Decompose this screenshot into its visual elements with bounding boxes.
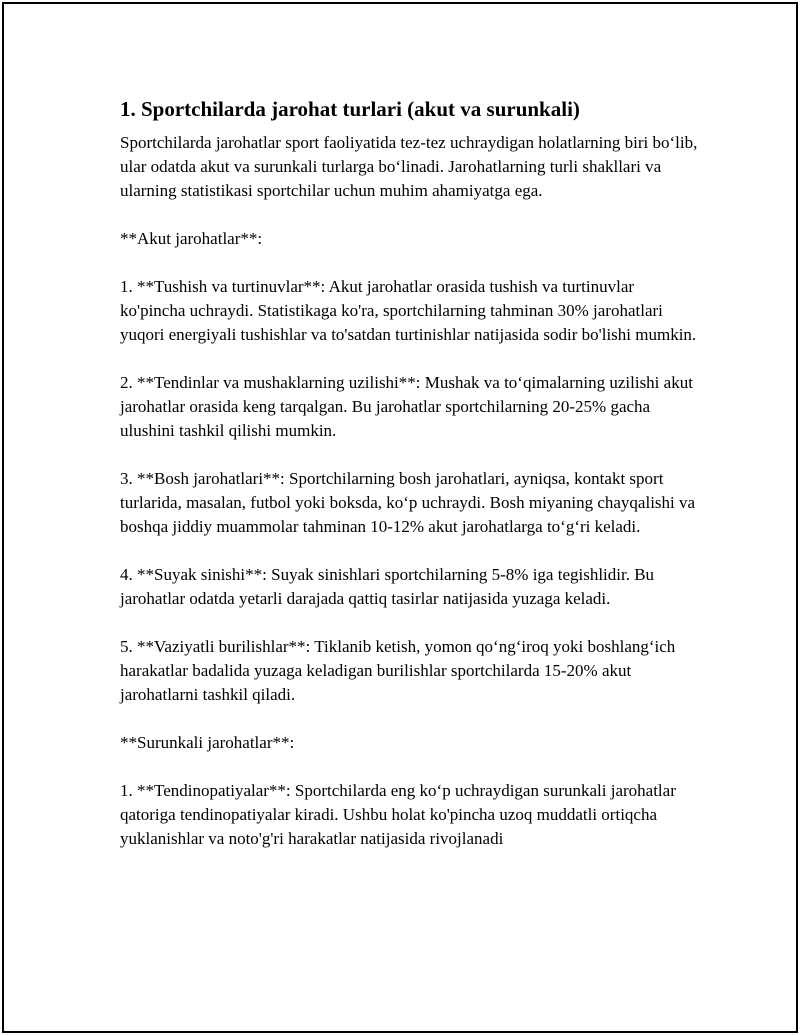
acute-item-tendon-muscle-tears: 2. **Tendinlar va mushaklarning uzilishi**: Mushak va to‘qimalarning uzilishi akut jarohatlar orasida keng tarqalgan. Bu jarohatlar sportchilarning 20-25% gacha ulushini tashkil qilishi mumkin. <box>120 373 693 440</box>
document-page <box>2 2 798 1033</box>
intro-paragraph: Sportchilarda jarohatlar sport faoliyatida tez-tez uchraydigan holatlarning biri bo‘lib, ular odatda akut va surunkali turlarga bo‘linadi. Jarohatlarning turli shakllari va ularning statistikasi sportchilar uchun muhim ahamiyatga ega. <box>120 133 698 200</box>
acute-item-head-injuries: 3. **Bosh jarohatlari**: Sportchilarning bosh jarohatlari, ayniqsa, kontakt sport turlarida, masalan, futbol yoki boksda, ko‘p uchraydi. Bosh miyaning chayqalishi va boshqa jiddiy muammolar tahminan 10-12% akut jarohatlarga to‘g‘ri keladi. <box>120 469 696 536</box>
chronic-item-tendinopathies: 1. **Tendinopatiyalar**: Sportchilarda eng ko‘p uchraydigan surunkali jarohatlar qatoriga tendinopatiyalar kiradi. Ushbu holat ko'pincha uzoq muddatli ortiqcha yuklanishlar va noto'g'ri harakatlar natijasida rivojlanadi <box>120 781 676 848</box>
section-heading: 1. Sportchilarda jarohat turlari (akut va surunkali) <box>120 97 580 121</box>
document-body <box>120 95 700 875</box>
acute-injuries-subheading: **Akut jarohatlar**: <box>120 229 263 248</box>
acute-item-sprains: 5. **Vaziyatli burilishlar**: Tiklanib ketish, yomon qo‘ng‘iroq yoki boshlang‘ich harakatlar badalida yuzaga keladigan burilishlar sportchilarda 15-20% akut jarohatlarni tashkil qiladi. <box>120 637 676 704</box>
acute-item-falls: 1. **Tushish va turtinuvlar**: Akut jarohatlar orasida tushish va turtinuvlar ko'pincha uchraydi. Statistikaga ko'ra, sportchilarning tahminan 30% jarohatlari yuqori energiyali tushishlar va to'satdan turtinishlar natijasida sodir bo'lishi mumkin. <box>120 277 697 344</box>
acute-item-bone-fractures: 4. **Suyak sinishi**: Suyak sinishlari sportchilarning 5-8% iga tegishlidir. Bu jarohatlar odatda yetarli darajada qattiq tasirlar natijasida yuzaga keladi. <box>120 565 655 608</box>
chronic-injuries-subheading: **Surunkali jarohatlar**: <box>120 733 295 752</box>
